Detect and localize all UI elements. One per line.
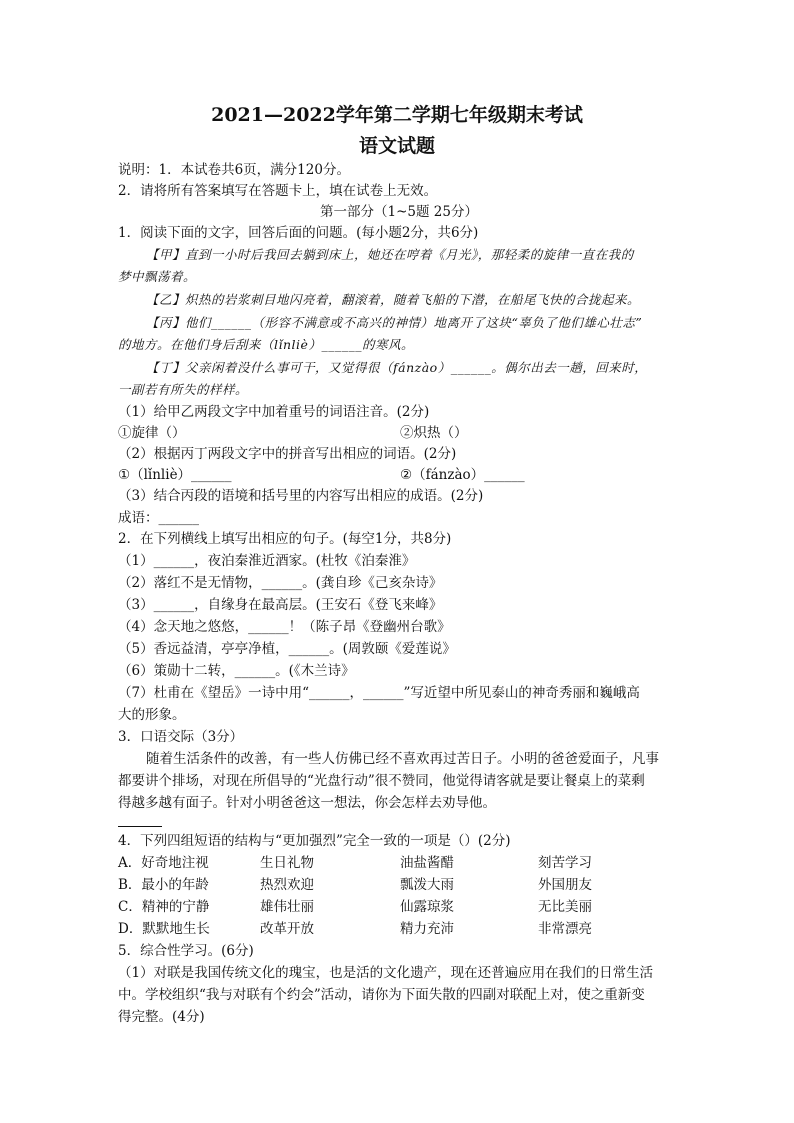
q4-c-3: 仙露琼浆 <box>400 899 454 915</box>
exam-title: 2021—2022学年第二学期七年级期末考试 <box>211 104 583 126</box>
q4-b-2: 热烈欢迎 <box>260 877 314 893</box>
q1-sub-2: （2）根据丙丁两段文字中的拼音写出相应的词语。(2分) <box>118 446 457 462</box>
passage-jia-line-2: 梦中飘荡着。 <box>118 269 197 284</box>
q1-sub-3: （3）结合丙段的语境和括号里的内容写出相应的成语。(2分) <box>118 488 484 504</box>
q2-line-2: （2）落红不是无情物，______。(龚自珍《己亥杂诗》 <box>118 575 443 591</box>
passage-bing-line-1: 【丙】他们______（形容不满意或不高兴的神情）地离开了这块“辜负了他们雄心壮志” <box>146 315 643 330</box>
q2-line-4: （4）念天地之悠悠，______！（陈子昂《登幽州台歌》 <box>118 619 451 635</box>
q4-a-4: 刻苦学习 <box>538 855 592 871</box>
part-heading: 第一部分（1~5题 25分） <box>320 204 478 220</box>
passage-jia-line-1: 【甲】直到一小时后我回去躺到床上，她还在哼着《月光》，那轻柔的旋律一直在我的 <box>146 247 634 262</box>
q5-stem: 5．综合性学习。(6分) <box>118 943 254 959</box>
note-1: 说明：1．本试卷共6页，满分120分。 <box>118 162 350 178</box>
passage-bing-line-2: 的地方。在他们身后刮来（lǐnliè）______的寒风。 <box>118 337 414 352</box>
q4-d-3: 精力充沛 <box>400 921 454 937</box>
q1-sub-2-a: ①（lǐnliè）______ <box>118 467 232 483</box>
q2-line-5: （5）香远益清，亭亭净植，______。(周敦颐《爱莲说》 <box>118 641 456 657</box>
note-2: 2．请将所有答案填写在答题卡上，填在试卷上无效。 <box>118 183 438 199</box>
q1-sub-2-b: ②（fánzào）______ <box>400 467 525 483</box>
passage-yi: 【乙】炽热的岩浆刺目地闪亮着，翻滚着，随着飞船的下潜，在船尾飞快的合拢起来。 <box>146 292 641 307</box>
q1-sub-3-answer: 成语：______ <box>118 510 199 526</box>
q4-a-1: A．好奇地注视 <box>118 855 209 871</box>
exam-subtitle: 语文试题 <box>358 135 435 157</box>
q4-option-a <box>118 852 680 874</box>
q2-stem: 2．在下列横线上填写出相应的句子。(每空1分，共8分) <box>118 531 452 547</box>
q4-a-2: 生日礼物 <box>260 855 314 871</box>
q4-c-1: C．精神的宁静 <box>118 899 210 915</box>
q4-option-b <box>118 874 680 896</box>
q5-text-2: 中。学校组织“我与对联有个约会”活动，请你为下面失散的四副对联配上对，使之重新变 <box>118 987 645 1003</box>
q4-c-2: 雄伟壮丽 <box>260 899 314 915</box>
q5-text-3: 得完整。(4分) <box>118 1009 205 1025</box>
q2-line-7b: 大的形象。 <box>118 707 186 723</box>
q4-d-4: 非常漂亮 <box>538 921 592 937</box>
q4-option-c <box>118 896 680 918</box>
q4-b-3: 瓢泼大雨 <box>400 877 454 893</box>
q3-answer-line <box>118 826 162 827</box>
q4-option-d <box>118 918 680 940</box>
q3-text-3: 得越多越有面子。针对小明爸爸这一想法，你会怎样去劝导他。 <box>118 795 496 811</box>
q3-stem: 3．口语交际（3分） <box>118 729 244 745</box>
q1-stem: 1．阅读下面的文字，回答后面的问题。(每小题2分，共6分) <box>118 225 479 241</box>
q2-line-6: （6）策勋十二转，______。(《木兰诗》 <box>118 663 355 679</box>
q5-text-1: （1）对联是我国传统文化的瑰宝，也是活的文化遗产，现在还普遍应用在我们的日常生活 <box>118 965 654 981</box>
q1-sub-1-b: ②炽热（） <box>400 425 468 441</box>
q1-sub-1-a: ①旋律（） <box>118 425 186 441</box>
passage-ding-line-2: 一副若有所失的样样。 <box>118 382 249 397</box>
q4-d-1: D．默默地生长 <box>118 921 210 937</box>
q4-stem: 4．下列四组短语的结构与“更加强烈”完全一致的一项是（）(2分) <box>118 833 511 849</box>
q3-text-2: 都要讲个排场，对现在所倡导的“光盘行动”很不赞同，他觉得请客就是要让餐桌上的菜剩 <box>118 773 645 789</box>
q2-line-3: （3）______，自缘身在最高层。(王安石《登飞来峰》 <box>118 597 443 613</box>
q4-a-3: 油盐酱醋 <box>400 855 454 871</box>
q1-sub-1: （1）给甲乙两段文字中加着重号的词语注音。(2分) <box>118 404 430 420</box>
q3-text-1: 随着生活条件的改善，有一些人仿佛已经不喜欢再过苦日子。小明的爸爸爱面子，凡事 <box>146 751 659 767</box>
q2-line-1: （1）______，夜泊秦淮近酒家。(杜牧《泊秦淮》 <box>118 553 416 569</box>
q4-b-4: 外国朋友 <box>538 877 592 893</box>
q4-b-1: B．最小的年龄 <box>118 877 209 893</box>
q2-line-7a: （7）杜甫在《望岳》一诗中用“______，______”写近望中所见泰山的神奇秀丽和巍峨高 <box>118 685 640 701</box>
passage-ding-line-1: 【丁】父亲闲着没什么事可干，又觉得很（fánzào）______。偶尔出去一趟，回来时， <box>146 360 648 375</box>
q4-d-2: 改革开放 <box>260 921 314 937</box>
q4-c-4: 无比美丽 <box>538 899 592 915</box>
